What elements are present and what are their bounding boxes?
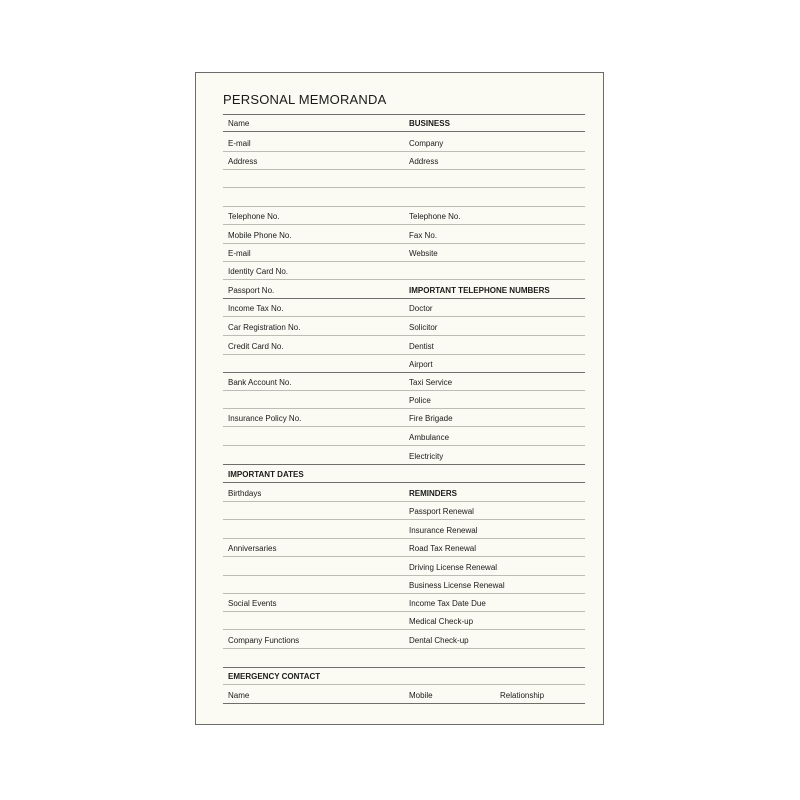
- form-row-credit-card: [223, 337, 585, 355]
- field-label-email: E-mail: [228, 139, 251, 148]
- field-label-business-telephone: Telephone No.: [409, 212, 461, 221]
- field-label-company: Company: [409, 139, 444, 148]
- field-label-dentist: Dentist: [409, 342, 434, 351]
- field-label-business-license-renewal: Business License Renewal: [409, 581, 505, 590]
- form-row-driving-license: [223, 558, 585, 576]
- form-row-airport: [223, 355, 585, 373]
- field-label-income-tax-date-due: Income Tax Date Due: [409, 599, 486, 608]
- form-row-anniversaries: [223, 539, 585, 557]
- field-label-name: Name: [228, 119, 250, 128]
- section-heading-important-dates: IMPORTANT DATES: [228, 470, 304, 479]
- field-label-fire-brigade: Fire Brigade: [409, 414, 453, 423]
- field-label-website: Website: [409, 249, 438, 258]
- form-row-car-registration: [223, 318, 585, 336]
- field-label-mobile-phone: Mobile Phone No.: [228, 231, 292, 240]
- field-label-anniversaries: Anniversaries: [228, 544, 277, 553]
- form-row-identity: [223, 262, 585, 280]
- field-label-solicitor: Solicitor: [409, 323, 438, 332]
- field-label-police: Police: [409, 396, 431, 405]
- field-label-bank-account: Bank Account No.: [228, 378, 292, 387]
- section-heading-important-telephone-numbers: IMPORTANT TELEPHONE NUMBERS: [409, 286, 550, 295]
- field-label-insurance-renewal: Insurance Renewal: [409, 526, 478, 535]
- form-row-ambulance: [223, 428, 585, 446]
- field-label-credit-card: Credit Card No.: [228, 342, 284, 351]
- field-label-emergency-mobile: Mobile: [409, 691, 433, 700]
- emergency-contact-row: [223, 686, 585, 704]
- field-label-company-functions: Company Functions: [228, 636, 300, 645]
- form-row-income-tax: [223, 299, 585, 317]
- form-row-social-events: [223, 594, 585, 612]
- form-row-medical-checkup: [223, 612, 585, 630]
- section-heading-emergency-contact: EMERGENCY CONTACT: [228, 672, 321, 681]
- form-row-name: [223, 114, 585, 132]
- field-label-ambulance: Ambulance: [409, 433, 450, 442]
- field-label-address: Address: [228, 157, 258, 166]
- field-label-road-tax-renewal: Road Tax Renewal: [409, 544, 477, 553]
- form-row-passport: [223, 281, 585, 299]
- form-row-mobile: [223, 226, 585, 244]
- field-label-email-2: E-mail: [228, 249, 251, 258]
- form-row-address-line-2: [223, 170, 585, 188]
- section-heading-reminders: REMINDERS: [409, 489, 458, 498]
- page-title: PERSONAL MEMORANDA: [223, 92, 387, 107]
- field-label-taxi-service: Taxi Service: [409, 378, 453, 387]
- field-label-fax: Fax No.: [409, 231, 438, 240]
- form-row-address: [223, 152, 585, 170]
- field-label-social-events: Social Events: [228, 599, 277, 608]
- field-label-identity-card: Identity Card No.: [228, 267, 289, 276]
- form-row-bank-account: [223, 373, 585, 391]
- form-row-insurance-policy: [223, 409, 585, 427]
- field-label-electricity: Electricity: [409, 452, 444, 461]
- field-label-car-registration: Car Registration No.: [228, 323, 301, 332]
- form-row-email-2: [223, 244, 585, 262]
- field-label-airport: Airport: [409, 360, 433, 369]
- field-label-medical-check-up: Medical Check-up: [409, 617, 474, 626]
- form-row-telephone: [223, 207, 585, 225]
- field-label-birthdays: Birthdays: [228, 489, 262, 498]
- form-row-insurance-renewal: [223, 521, 585, 539]
- field-label-driving-license-renewal: Driving License Renewal: [409, 563, 498, 572]
- form-row-birthdays: [223, 484, 585, 502]
- field-label-insurance-policy: Insurance Policy No.: [228, 414, 302, 423]
- form-row-business-license: [223, 576, 585, 594]
- form-row-company-functions: [223, 631, 585, 649]
- form-row-important-dates: [223, 465, 585, 483]
- field-label-passport: Passport No.: [228, 286, 275, 295]
- field-label-doctor: Doctor: [409, 304, 433, 313]
- form-row-electricity: [223, 447, 585, 465]
- section-heading-business: BUSINESS: [409, 119, 450, 128]
- field-label-telephone: Telephone No.: [228, 212, 280, 221]
- field-label-income-tax: Income Tax No.: [228, 304, 284, 313]
- field-label-emergency-relationship: Relationship: [500, 691, 545, 700]
- emergency-contact-heading-row: [223, 667, 585, 685]
- field-label-emergency-name: Name: [228, 691, 250, 700]
- field-label-dental-check-up: Dental Check-up: [409, 636, 469, 645]
- field-label-business-address: Address: [409, 157, 439, 166]
- form-row-address-line-3: [223, 189, 585, 207]
- form-row-email: [223, 134, 585, 152]
- form-row-police: [223, 391, 585, 409]
- form-row-passport-renewal: [223, 502, 585, 520]
- field-label-passport-renewal: Passport Renewal: [409, 507, 474, 516]
